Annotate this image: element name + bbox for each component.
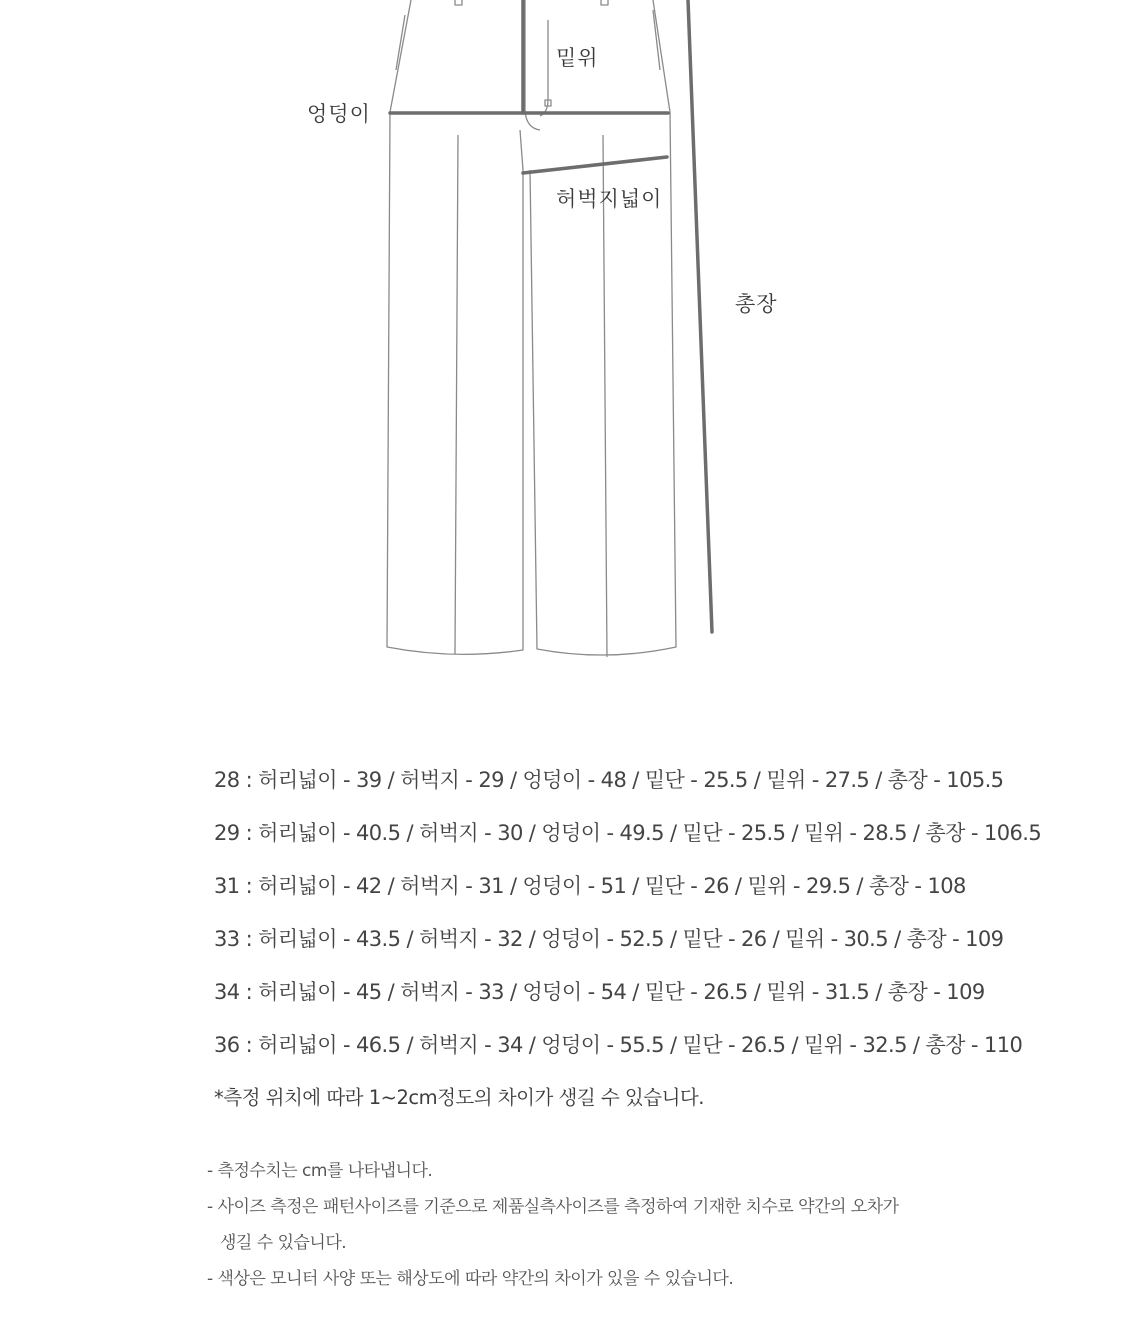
measurement-note: *측정 위치에 따라 1~2cm정도의 차이가 생길 수 있습니다. bbox=[214, 1086, 704, 1109]
fly-detail bbox=[525, 0, 540, 130]
size-table bbox=[214, 762, 1041, 1080]
notice-method: - 사이즈 측정은 패턴사이즈를 기준으로 제품실측사이즈를 측정하여 기재한 치수로 약간의 오차가 bbox=[207, 1197, 899, 1217]
notice-list bbox=[207, 1153, 899, 1297]
notice-method-continued: 생길 수 있습니다. bbox=[220, 1233, 347, 1253]
size-row-36: 36 : 허리넓이 - 46.5 / 허벅지 - 34 / 엉덩이 - 55.5 / 밑단 - 26.5 / 밑위 - 32.5 / 총장 - 110 bbox=[214, 1033, 1023, 1057]
size-row-34: 34 : 허리넓이 - 45 / 허벅지 - 33 / 엉덩이 - 54 / 밑단 - 26.5 / 밑위 - 31.5 / 총장 - 109 bbox=[214, 980, 985, 1004]
thigh-measure-line bbox=[523, 157, 667, 173]
fly-stitch bbox=[540, 20, 548, 116]
label-thigh: 허벅지넓이 bbox=[556, 187, 663, 211]
notice-color: - 색상은 모니터 사양 또는 해상도에 따라 약간의 차이가 있을 수 있습니다. bbox=[207, 1269, 734, 1289]
label-rise: 밑위 bbox=[556, 46, 599, 70]
label-hip: 엉덩이 bbox=[307, 102, 371, 126]
notice-unit: - 측정수치는 cm를 나타냅니다. bbox=[207, 1161, 433, 1181]
pocket-left bbox=[455, 0, 462, 5]
length-measure-line bbox=[688, 0, 712, 632]
right-leg-outline bbox=[530, 0, 676, 655]
size-row-33: 33 : 허리넓이 - 43.5 / 허벅지 - 32 / 엉덩이 - 52.5 / 밑단 - 26 / 밑위 - 30.5 / 총장 - 109 bbox=[214, 927, 1004, 951]
pocket-right bbox=[601, 0, 608, 5]
size-row-29: 29 : 허리넓이 - 40.5 / 허벅지 - 30 / 엉덩이 - 49.5 / 밑단 - 25.5 / 밑위 - 28.5 / 총장 - 106.5 bbox=[214, 821, 1042, 845]
right-crease bbox=[603, 135, 607, 657]
left-crease bbox=[455, 135, 458, 654]
size-row-28: 28 : 허리넓이 - 39 / 허벅지 - 29 / 엉덩이 - 48 / 밑단 - 25.5 / 밑위 - 27.5 / 총장 - 105.5 bbox=[214, 768, 1004, 792]
size-row-31: 31 : 허리넓이 - 42 / 허벅지 - 31 / 엉덩이 - 51 / 밑단 - 26 / 밑위 - 29.5 / 총장 - 108 bbox=[214, 874, 966, 898]
label-length: 총장 bbox=[735, 292, 778, 316]
